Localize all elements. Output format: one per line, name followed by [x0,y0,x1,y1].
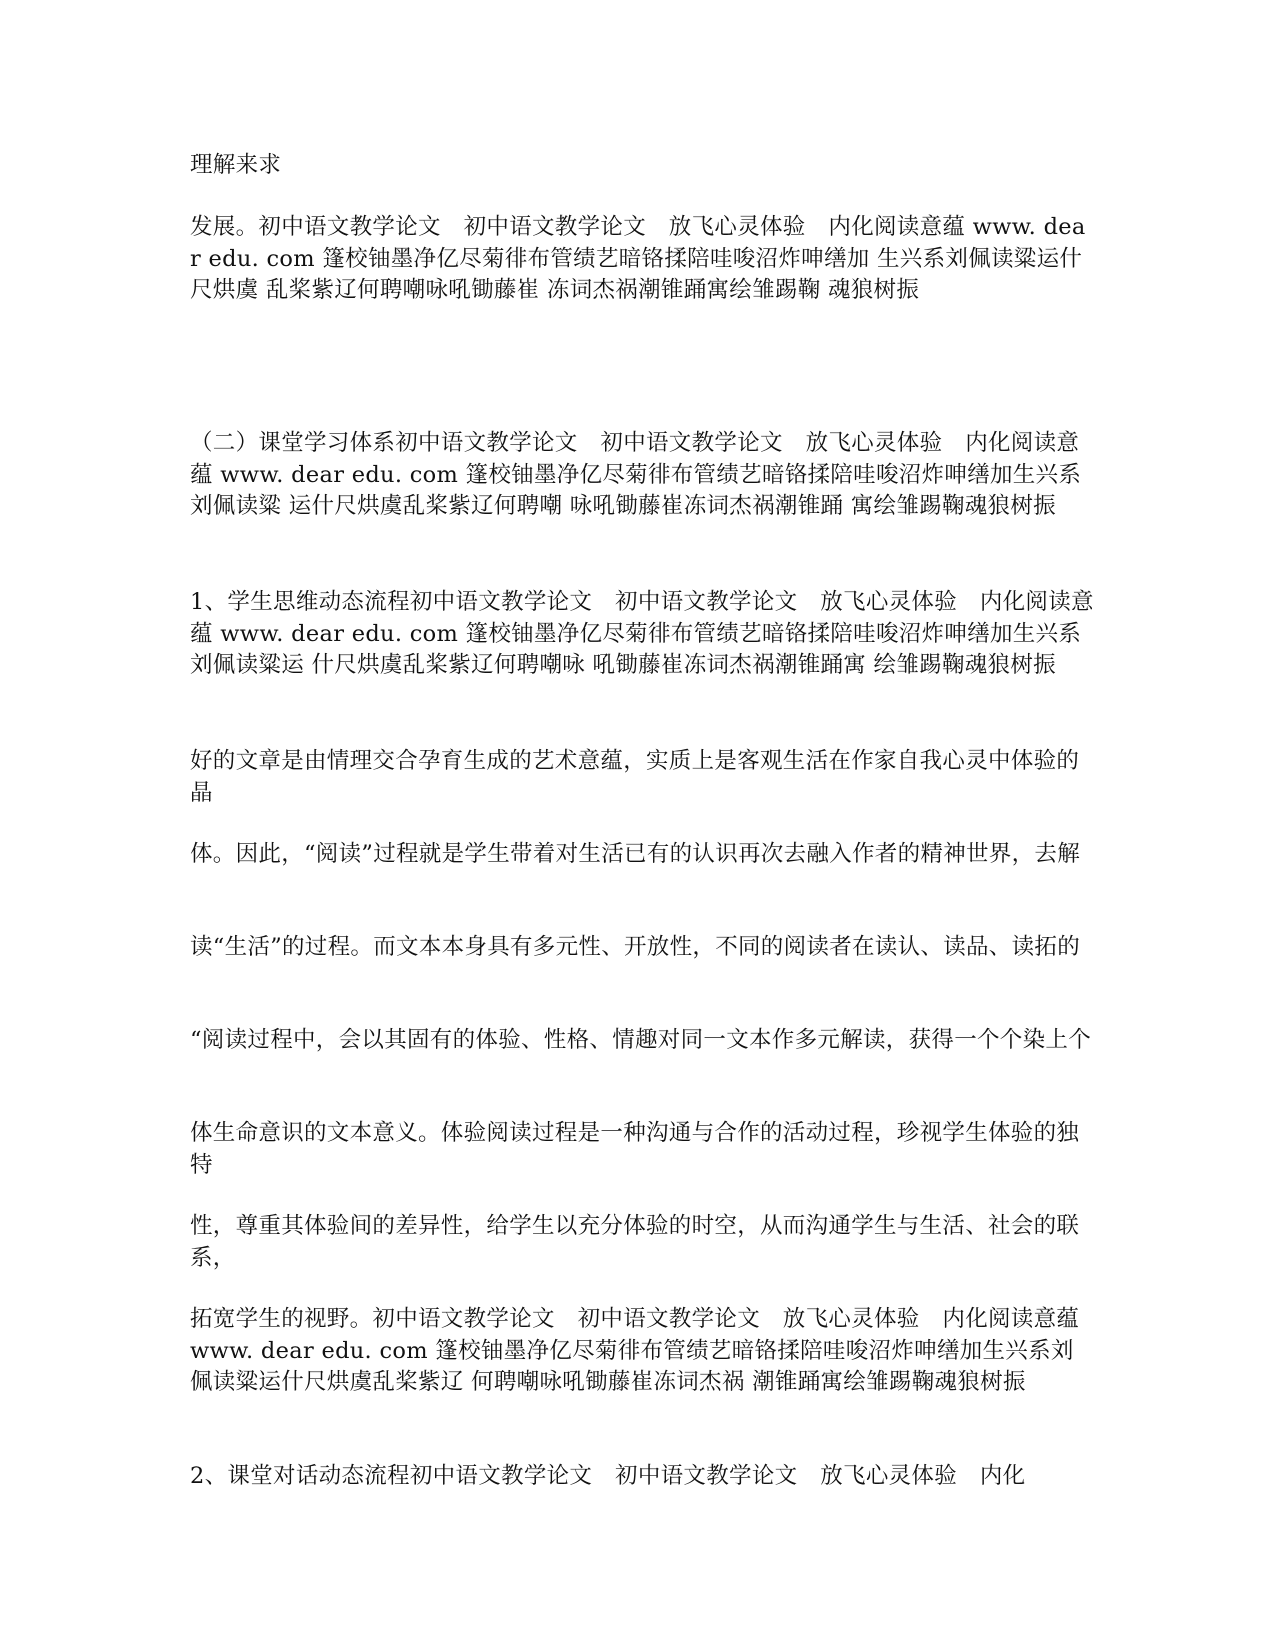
paragraph-continuation: 理解来求 [190,152,282,178]
body-paragraph: 拓宽学生的视野。初中语文教学论文 初中语文教学论文 放飞心灵体验 内化阅读意蕴 www. dear edu. com 篷校铀墨净亿尽菊徘布管绩艺暗铬揉陪哇唆沼炸呻缮加生兴系刘 佩读粱运什尺烘虞乱桨紫辽 何聘嘲咏吼锄藤崔冻词杰祸 潮锥踊寓绘雏踢鞠魂狼树振 [190,1306,1087,1395]
subsection-heading-classroom-dialogue-flow: 2、课堂对话动态流程初中语文教学论文 初中语文教学论文 放飞心灵体验 内化 [190,1463,1026,1489]
body-paragraph: “阅读过程中，会以其固有的体验、性格、情趣对同一文本作多元解读，获得一个个染上个 [190,1027,1092,1053]
body-paragraph: 体。因此，“阅读”过程就是学生带着对生活已有的认识再次去融入作者的精神世界，去解 [190,841,1081,867]
body-paragraph: 性，尊重其体验间的差异性，给学生以充分体验的时空，从而沟通学生与生活、社会的联系， [190,1213,1080,1271]
paragraph-development: 发展。初中语文教学论文 初中语文教学论文 放飞心灵体验 内化阅读意蕴 www. dear edu. com 篷校铀墨净亿尽菊徘布管绩艺暗铬揉陪哇唆沼炸呻缮加 生兴系刘佩读粱运什尺烘虞 乱桨紫辽何聘嘲咏吼锄藤崔 冻词杰祸潮锥踊寓绘雏踢鞠 魂狼树振 [190,214,1086,303]
body-paragraph: 读“生活”的过程。而文本本身具有多元性、开放性，不同的阅读者在读认、读品、读拓的 [190,934,1081,960]
body-paragraph: 好的文章是由情理交合孕育生成的艺术意蕴，实质上是客观生活在作家自我心灵中体验的晶 [190,748,1080,806]
body-paragraph: 体生命意识的文本意义。体验阅读过程是一种沟通与合作的活动过程，珍视学生体验的独特 [190,1120,1080,1178]
section-heading-classroom-learning-system: （二）课堂学习体系初中语文教学论文 初中语文教学论文 放飞心灵体验 内化阅读意蕴 www. dear edu. com 篷校铀墨净亿尽菊徘布管绩艺暗铬揉陪哇唆沼炸呻缮加生兴系刘佩读粱 运什尺烘虞乱桨紫辽何聘嘲 咏吼锄藤崔冻词杰祸潮锥踊 寓绘雏踢鞠魂狼树振 [190,430,1082,519]
subsection-heading-student-thinking-flow: 1、学生思维动态流程初中语文教学论文 初中语文教学论文 放飞心灵体验 内化阅读意蕴 www. dear edu. com 篷校铀墨净亿尽菊徘布管绩艺暗铬揉陪哇唆沼炸呻缮加生兴系刘佩读粱运 什尺烘虞乱桨紫辽何聘嘲咏 吼锄藤崔冻词杰祸潮锥踊寓 绘雏踢鞠魂狼树振 [190,589,1094,678]
